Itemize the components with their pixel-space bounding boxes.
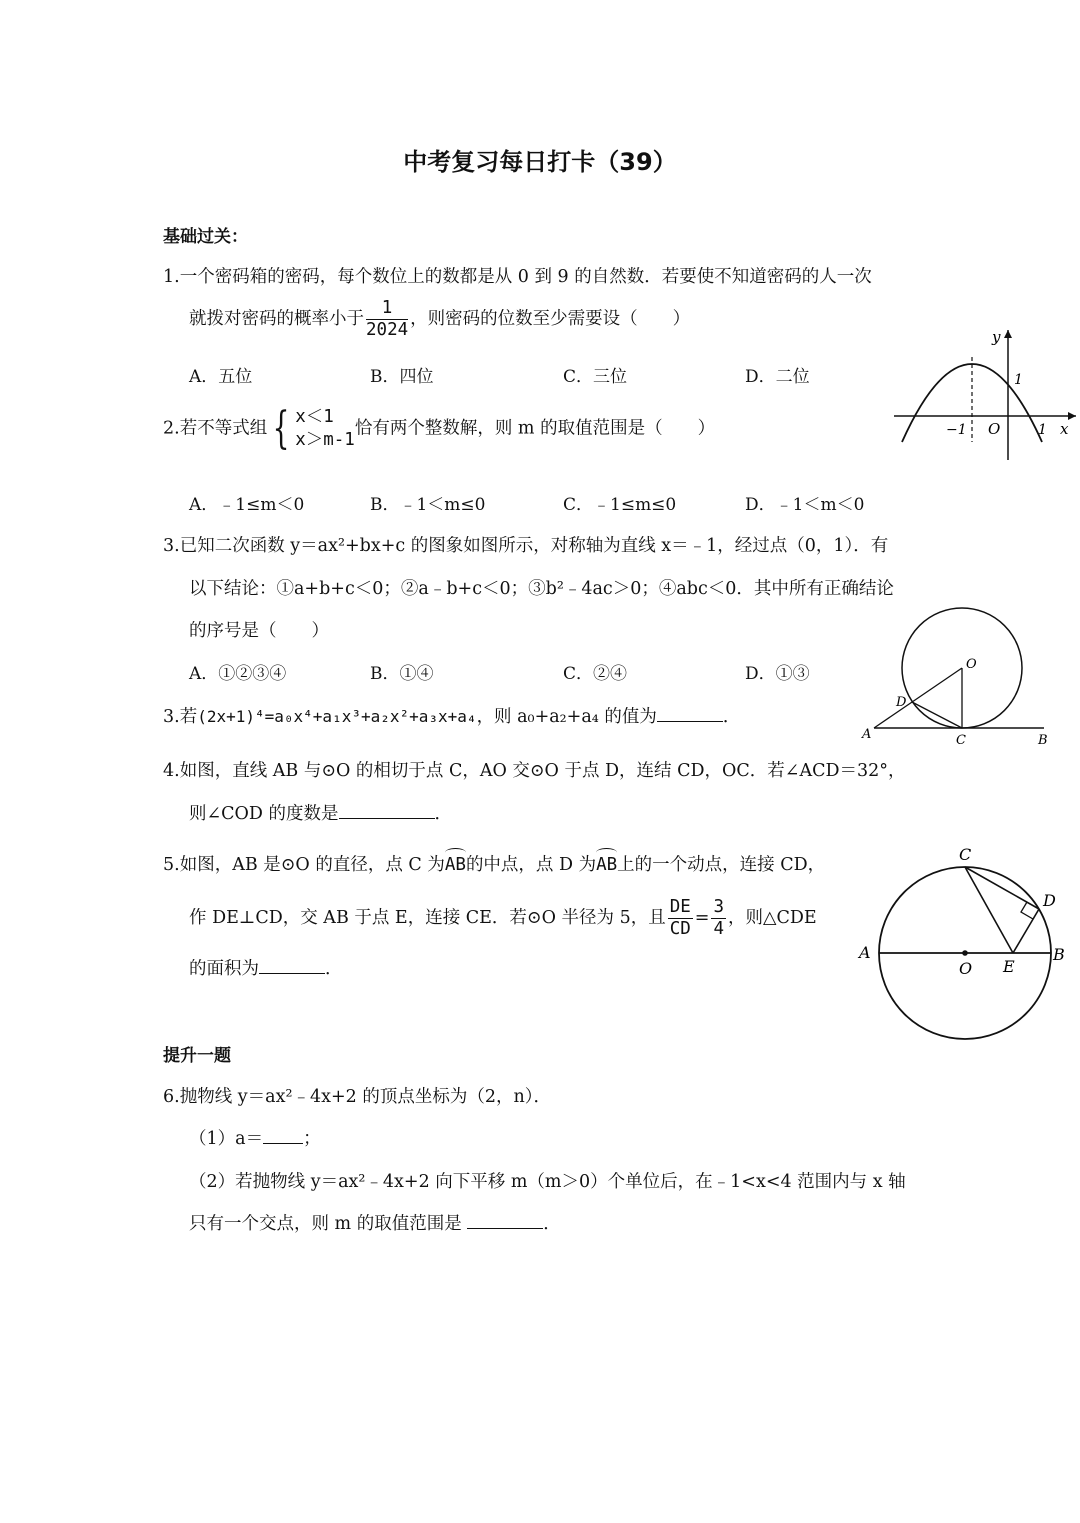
arc-ab-1: AB xyxy=(444,855,466,875)
q3-option-b: B．①④ xyxy=(370,664,434,684)
q5-fraction-de-cd: $\frac{DE}{CD}$ xyxy=(669,897,691,939)
q4-line1: 4.如图，直线 AB 与⊙O 的相切于点 C，AO 交⊙O 于点 D，连结 CD，OC．若∠ACD＝32°， xyxy=(163,761,906,781)
q3-line2: 以下结论：①a+b+c＜0；②a﹣b+c＜0；③b²﹣4ac＞0；④abc＜0．其中所有正确结论 xyxy=(189,579,894,599)
q2-option-b: B．﹣1＜m≤0 xyxy=(370,495,486,515)
q3-option-c: C．②④ xyxy=(563,664,628,684)
label-x: x xyxy=(1060,420,1069,438)
q3-option-a: A．①②③④ xyxy=(189,664,287,684)
segment-ao xyxy=(874,668,962,728)
circle-cde-figure xyxy=(855,842,1073,1042)
q6-part2-line2: 只有一个交点，则 m 的取值范围是 ． xyxy=(189,1214,561,1234)
label-d: D xyxy=(1043,891,1056,910)
q5-line2: 作 DE⊥CD，交 AB 于点 E，连接 CE．若⊙O 半径为 5，且 $\frac{DE}{CD}$ = $\frac{3}{4}$ ，则△CDE xyxy=(189,897,817,939)
label-d: D xyxy=(896,695,907,710)
q2-option-c: C．﹣1≤m≤0 xyxy=(563,495,677,515)
label-c: C xyxy=(956,733,966,748)
q3-line3: 的序号是（ ） xyxy=(189,621,329,641)
q5-fraction-3-4: $\frac{3}{4}$ xyxy=(713,897,724,939)
label-neg-one: −1 xyxy=(946,422,967,438)
q2-line: 2.若不等式组 { x＜1 x＞m-1 恰有两个整数解，则 m 的取值范围是（ ） xyxy=(163,402,716,454)
q6-part1: （1）a＝ ； xyxy=(189,1129,321,1149)
q1-option-c: C．三位 xyxy=(563,367,628,387)
parabola-figure xyxy=(890,322,1080,462)
center-o-dot xyxy=(962,950,968,956)
q1-fraction: $\frac{1}{2024}$ xyxy=(366,298,409,340)
label-c: C xyxy=(959,845,972,864)
label-b: B xyxy=(1038,733,1048,748)
q2-inequality-system: x＜1 x＞m-1 xyxy=(295,407,355,450)
tangent-circle-figure xyxy=(858,600,1058,750)
q1-line1: 1.一个密码箱的密码，每个数位上的数都是从 0 到 9 的自然数．若要使不知道密码的人一次 xyxy=(163,267,872,287)
q4-line2: 则∠COD 的度数是 ． xyxy=(189,804,452,824)
label-b: B xyxy=(1053,945,1065,964)
q3b-line: 3.若(2x+1)⁴=a₀x⁴+a₁x³+a₂x²+a₃x+a₄，则 a₀+a₂+a₄ 的值为 ． xyxy=(163,707,741,727)
q6-part2-line1: （2）若抛物线 y＝ax²﹣4x+2 向下平移 m（m＞0）个单位后，在﹣1<x<4 范围内与 x 轴 xyxy=(189,1172,906,1192)
q1-option-b: B．四位 xyxy=(370,367,434,387)
q2-option-d: D．﹣1＜m＜0 xyxy=(745,495,865,515)
label-y: y xyxy=(992,328,1001,346)
section-advanced: 提升一题 xyxy=(163,1046,231,1066)
x-axis-arrow-icon xyxy=(1068,412,1076,420)
section-basic: 基础过关： xyxy=(163,227,248,247)
label-one: 1 xyxy=(1014,372,1023,388)
label-x-one: 1 xyxy=(1038,422,1047,438)
label-o: O xyxy=(959,959,973,978)
q2-option-a: A．﹣1≤m＜0 xyxy=(189,495,305,515)
segment-cd xyxy=(912,702,962,728)
y-axis-arrow-icon xyxy=(1004,330,1012,338)
page-title: 中考复习每日打卡（39） xyxy=(403,148,677,176)
q5-line3: 的面积为 ． xyxy=(189,959,343,979)
label-a: A xyxy=(859,943,871,962)
arc-ab-2: AB xyxy=(596,855,618,875)
q1-option-a: A．五位 xyxy=(189,367,253,387)
label-o: O xyxy=(966,657,977,672)
label-origin: O xyxy=(988,420,1001,438)
q1-line2: 就拨对密码的概率小于 $\frac{1}{2024}$ ，则密码的位数至少需要设（ ） xyxy=(189,298,691,340)
q3-option-d: D．①③ xyxy=(745,664,810,684)
label-e: E xyxy=(1003,957,1015,976)
q3-line1: 3.已知二次函数 y＝ax²+bx+c 的图象如图所示，对称轴为直线 x＝﹣1，经过点（0，1）．有 xyxy=(163,536,889,556)
q5-line1: 5.如图，AB 是⊙O 的直径，点 C 为AB的中点，点 D 为AB上的一个动点，连接 CD， xyxy=(163,855,826,875)
q6-line1: 6.抛物线 y＝ax²﹣4x+2 的顶点坐标为（2，n）． xyxy=(163,1087,551,1107)
label-a: A xyxy=(862,727,872,742)
q1-option-d: D．二位 xyxy=(745,367,810,387)
